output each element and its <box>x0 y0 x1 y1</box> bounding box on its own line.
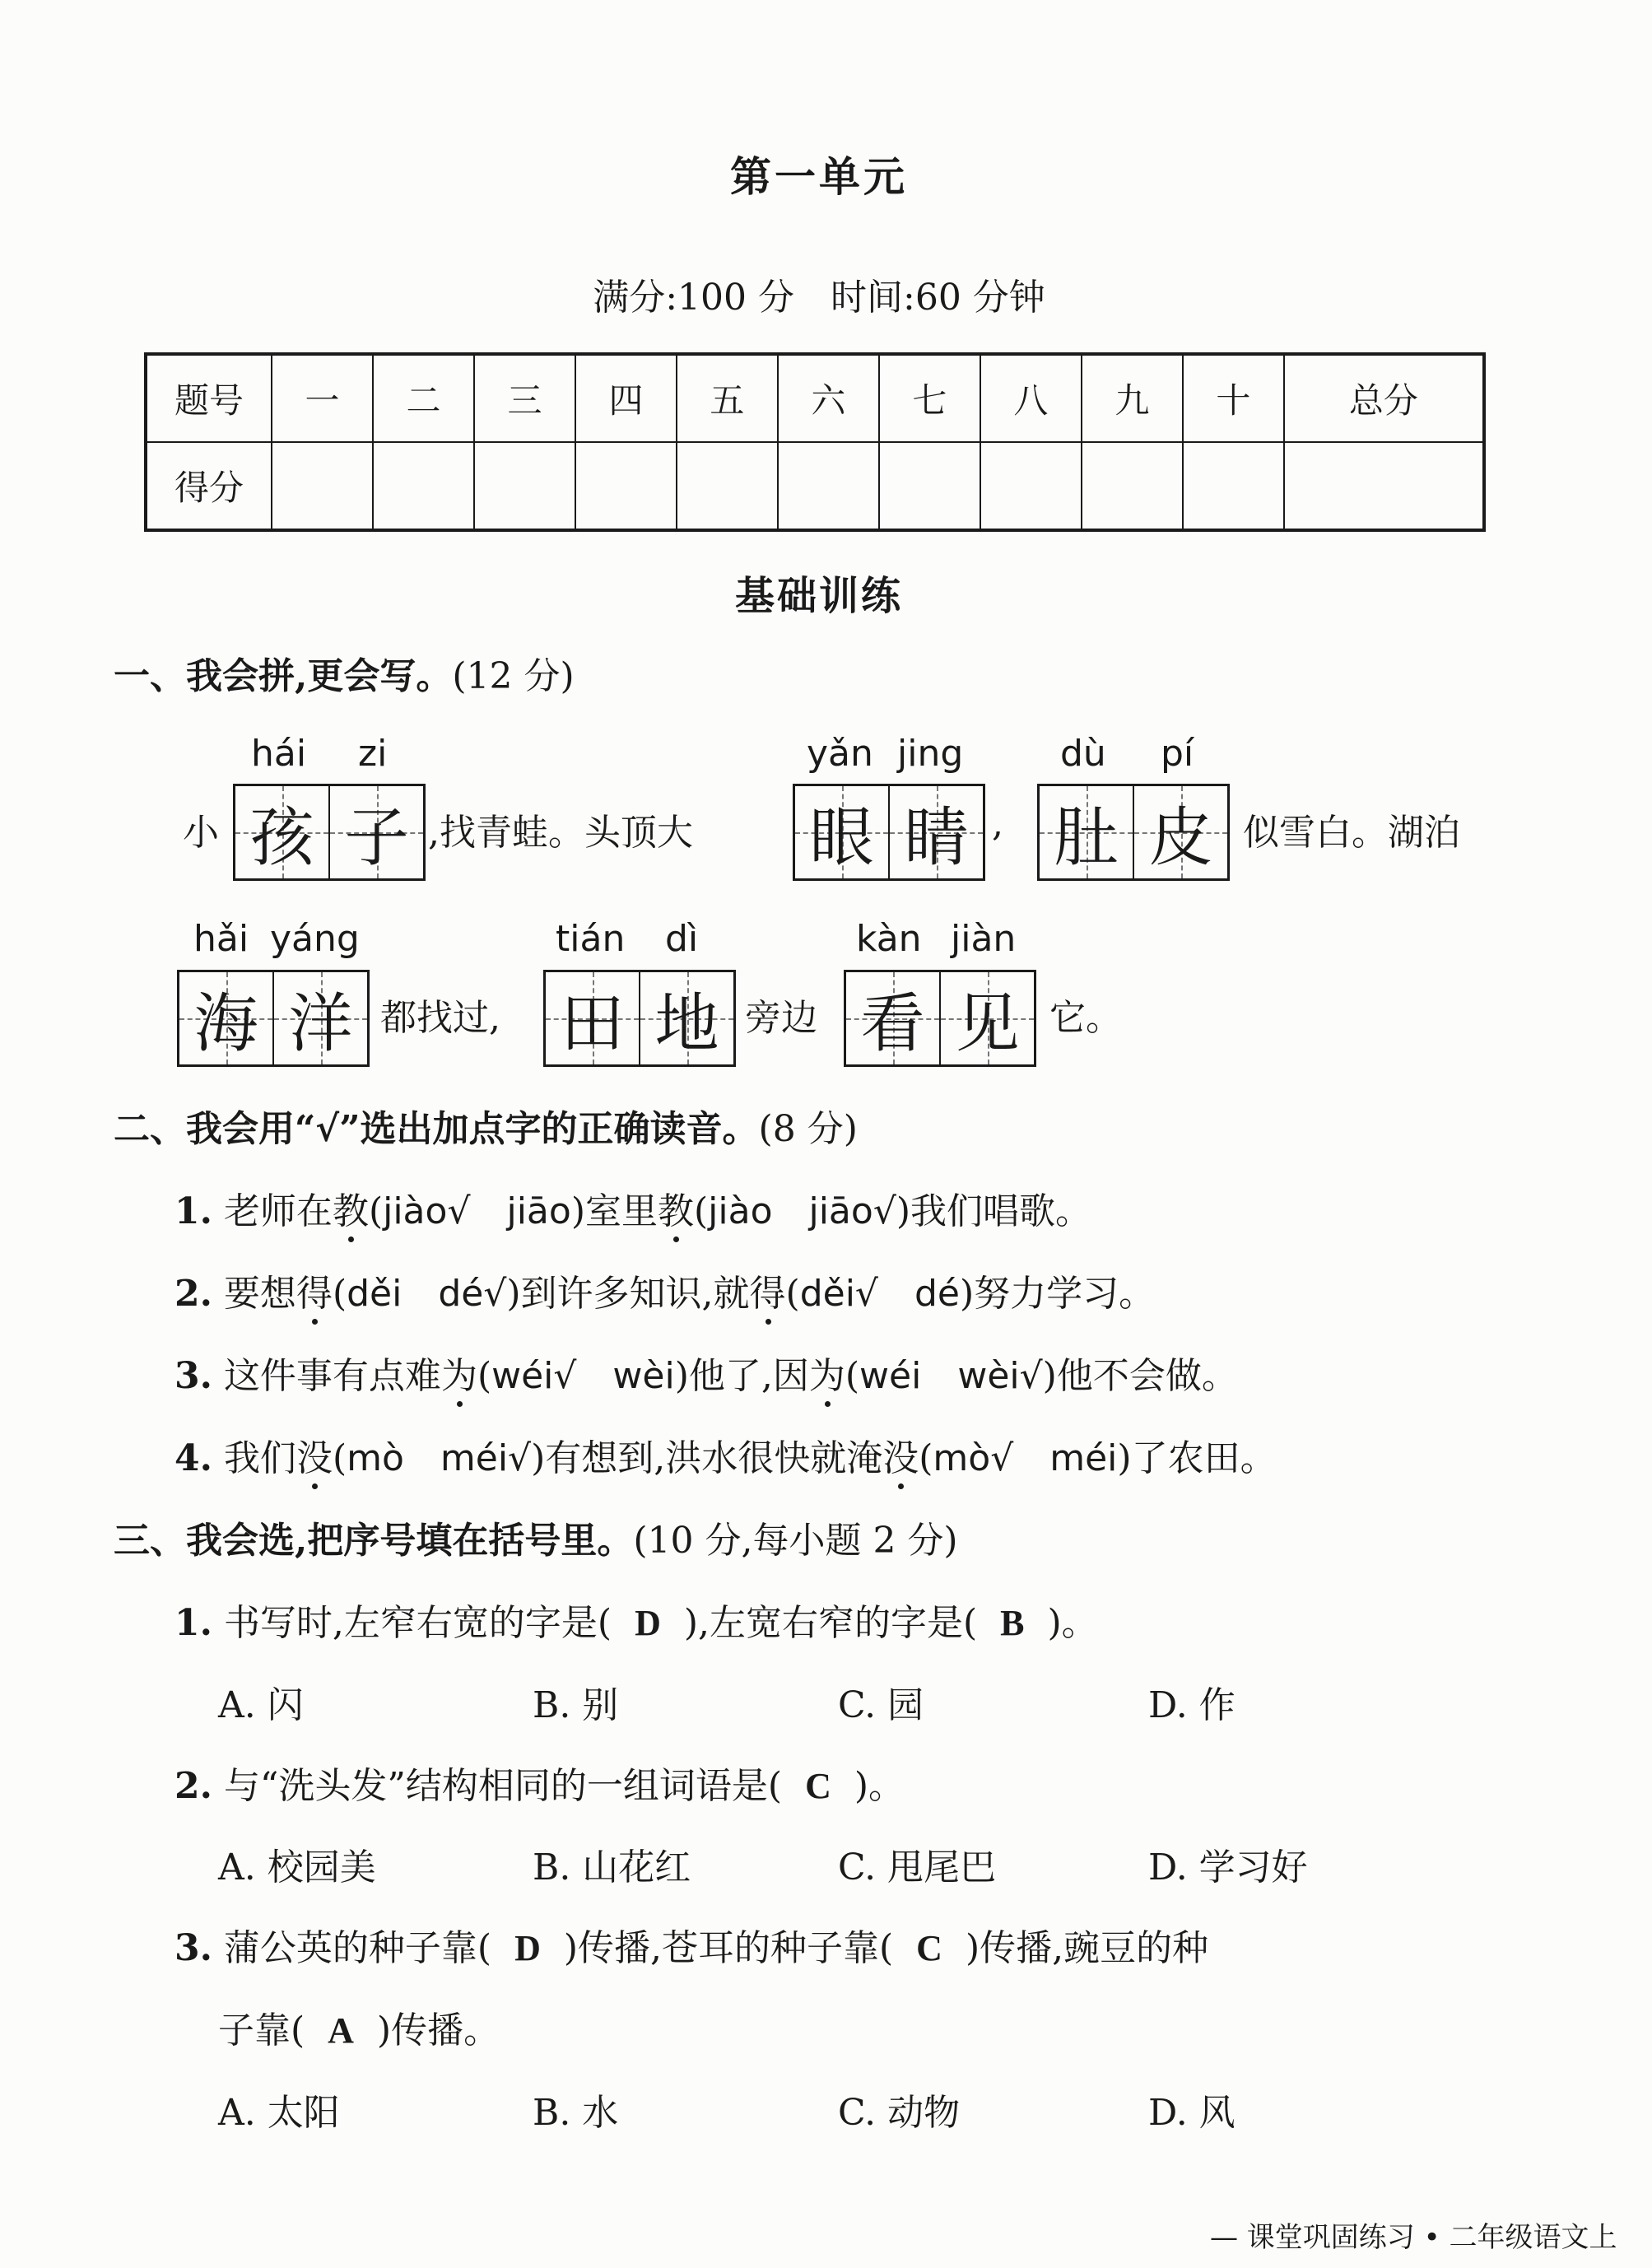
character-cell: 皮 <box>1133 786 1227 878</box>
score-table-col: 九 <box>1082 354 1183 442</box>
option: C. 动物 <box>838 2092 961 2134</box>
character-cell: 眼 <box>795 786 888 878</box>
sentence-text: 都找过, <box>380 997 500 1039</box>
pinyin-options[interactable]: děi dé√ <box>347 1273 507 1315</box>
question-2-heading <box>114 1099 858 1152</box>
sentence-text: 它。 <box>1049 997 1122 1039</box>
character-box <box>177 970 370 1067</box>
score-table-col: 八 <box>980 354 1082 442</box>
dotted-char: 得 <box>296 1264 333 1316</box>
pinyin-options[interactable]: jiào jiāo√ <box>708 1190 896 1232</box>
pinyin: dì <box>665 918 699 960</box>
pinyin: hái <box>251 733 307 775</box>
pinyin-options[interactable]: wéi wèi√ <box>859 1355 1043 1397</box>
character-box <box>844 970 1036 1067</box>
pinyin-options[interactable]: děi√ dé <box>799 1273 960 1315</box>
character-cell: 肚 <box>1040 786 1133 878</box>
exam-info: 满分:100 分 时间:60 分钟 <box>593 277 1045 319</box>
option: B. 水 <box>533 2092 619 2134</box>
page-footer: — 课堂巩固练习 • 二年级语文上 <box>1210 2221 1617 2254</box>
answer-blank[interactable]: C <box>805 1766 831 1806</box>
question-1-title: 一、我会拼,更会写。 <box>114 655 453 697</box>
answer-blank[interactable]: D <box>514 1928 541 1968</box>
question-3-heading <box>114 1511 958 1563</box>
sentence-text: 小 <box>183 812 219 854</box>
score-table-header-row <box>146 354 1484 442</box>
choice-question-1: 1. 书写时,左窄右宽的字是( D ),左宽右窄的字是( B )。 <box>175 1602 1098 1644</box>
character-cell: 睛 <box>888 786 983 878</box>
pinyin: yǎn <box>807 733 873 775</box>
pinyin: kàn <box>856 918 922 960</box>
section-title: 基础训练 <box>734 573 903 619</box>
character-box <box>1037 784 1230 881</box>
score-cell[interactable] <box>373 442 474 530</box>
score-table-row-head: 题号 <box>146 354 272 442</box>
character-cell: 地 <box>639 972 733 1064</box>
sentence-text: 旁边 <box>745 997 817 1039</box>
answer-blank[interactable]: B <box>1000 1603 1025 1643</box>
score-table-row-head: 得分 <box>146 442 272 530</box>
dotted-char: 为 <box>809 1346 845 1399</box>
pinyin: tián <box>556 918 626 960</box>
option: C. 甩尾巴 <box>838 1847 997 1888</box>
pronunciation-item: 1. 老师在教(jiào√ jiāo)室里教(jiào jiāo√)我们唱歌。 <box>175 1181 1091 1234</box>
pinyin: jiàn <box>951 918 1017 960</box>
score-table-col: 七 <box>879 354 980 442</box>
page-title: 第一单元 <box>730 152 908 201</box>
sentence-text: 似雪白。湖泊 <box>1243 812 1460 854</box>
question-2-points: (8 分) <box>758 1108 858 1150</box>
pinyin-options[interactable]: wéi√ wèi <box>491 1355 675 1397</box>
pinyin: yáng <box>270 918 360 960</box>
option: A. 太阳 <box>218 2092 340 2134</box>
choice-question-3-continued: 子靠( A )传播。 <box>218 2010 500 2051</box>
option: B. 山花红 <box>533 1847 691 1888</box>
dotted-char: 为 <box>441 1346 477 1399</box>
question-1-heading <box>114 646 575 699</box>
pinyin-options[interactable]: mò√ méi <box>933 1437 1118 1479</box>
dotted-char: 没 <box>882 1428 919 1481</box>
answer-blank[interactable]: C <box>916 1928 942 1968</box>
pinyin: hǎi <box>193 918 249 960</box>
character-box <box>233 784 426 881</box>
score-cell[interactable] <box>677 442 778 530</box>
score-table-col: 六 <box>778 354 879 442</box>
option: D. 风 <box>1148 2092 1236 2134</box>
question-3-points: (10 分,每小题 2 分) <box>633 1520 958 1562</box>
question-1-points: (12 分) <box>452 655 575 697</box>
score-table <box>144 352 1486 532</box>
score-cell[interactable] <box>272 442 373 530</box>
character-box <box>543 970 736 1067</box>
score-cell[interactable] <box>778 442 879 530</box>
score-cell[interactable] <box>1183 442 1284 530</box>
character-cell: 孩 <box>235 786 328 878</box>
option: B. 别 <box>533 1684 619 1726</box>
character-cell: 海 <box>179 972 272 1064</box>
pinyin: pí <box>1161 733 1194 775</box>
dotted-char: 没 <box>296 1428 333 1481</box>
character-cell: 洋 <box>272 972 367 1064</box>
score-cell[interactable] <box>474 442 575 530</box>
score-cell[interactable] <box>980 442 1082 530</box>
answer-blank[interactable]: D <box>635 1603 661 1643</box>
score-table-col: 十 <box>1183 354 1284 442</box>
pinyin-options[interactable]: mò méi√ <box>347 1437 532 1479</box>
choice-question-2: 2. 与“洗头发”结构相同的一组词语是( C )。 <box>175 1765 905 1807</box>
score-cell[interactable] <box>1284 442 1484 530</box>
pinyin: dù <box>1060 733 1106 775</box>
character-box <box>793 784 985 881</box>
pronunciation-item: 3. 这件事有点难为(wéi√ wèi)他了,因为(wéi wèi√)他不会做。 <box>175 1346 1238 1399</box>
score-cell[interactable] <box>1082 442 1183 530</box>
pronunciation-item: 4. 我们没(mò méi√)有想到,洪水很快就淹没(mò√ méi)了农田。 <box>175 1428 1277 1481</box>
dotted-char: 得 <box>750 1264 786 1316</box>
pinyin: zi <box>358 733 388 775</box>
score-cell[interactable] <box>575 442 677 530</box>
score-table-col: 一 <box>272 354 373 442</box>
dotted-char: 教 <box>658 1181 694 1234</box>
answer-blank[interactable]: A <box>328 2010 354 2051</box>
score-table-col: 总分 <box>1284 354 1484 442</box>
character-cell: 子 <box>328 786 423 878</box>
pinyin: jing <box>897 733 964 775</box>
score-table-col: 二 <box>373 354 474 442</box>
character-cell: 田 <box>546 972 639 1064</box>
choice-question-3: 3. 蒲公英的种子靠( D )传播,苍耳的种子靠( C )传播,豌豆的种 <box>175 1927 1209 1969</box>
pinyin-options[interactable]: jiào√ jiāo <box>383 1190 571 1232</box>
sentence-text: ,找青蛙。头顶大 <box>428 812 693 854</box>
sentence-text: , <box>992 803 1003 845</box>
question-2-title: 二、我会用“√”选出加点字的正确读音。 <box>114 1108 759 1150</box>
score-table-col: 四 <box>575 354 677 442</box>
score-table-col: 五 <box>677 354 778 442</box>
character-cell: 看 <box>846 972 939 1064</box>
option: D. 作 <box>1148 1684 1236 1726</box>
dotted-char: 教 <box>333 1181 369 1234</box>
score-cell[interactable] <box>879 442 980 530</box>
score-table-col: 三 <box>474 354 575 442</box>
character-cell: 见 <box>939 972 1034 1064</box>
score-table-score-row <box>146 442 1484 530</box>
option: C. 园 <box>838 1684 924 1726</box>
pronunciation-item: 2. 要想得(děi dé√)到许多知识,就得(děi√ dé)努力学习。 <box>175 1264 1155 1316</box>
option: A. 校园美 <box>218 1847 376 1888</box>
option: D. 学习好 <box>1148 1847 1308 1888</box>
question-3-title: 三、我会选,把序号填在括号里。 <box>114 1520 634 1562</box>
option: A. 闪 <box>218 1684 304 1726</box>
